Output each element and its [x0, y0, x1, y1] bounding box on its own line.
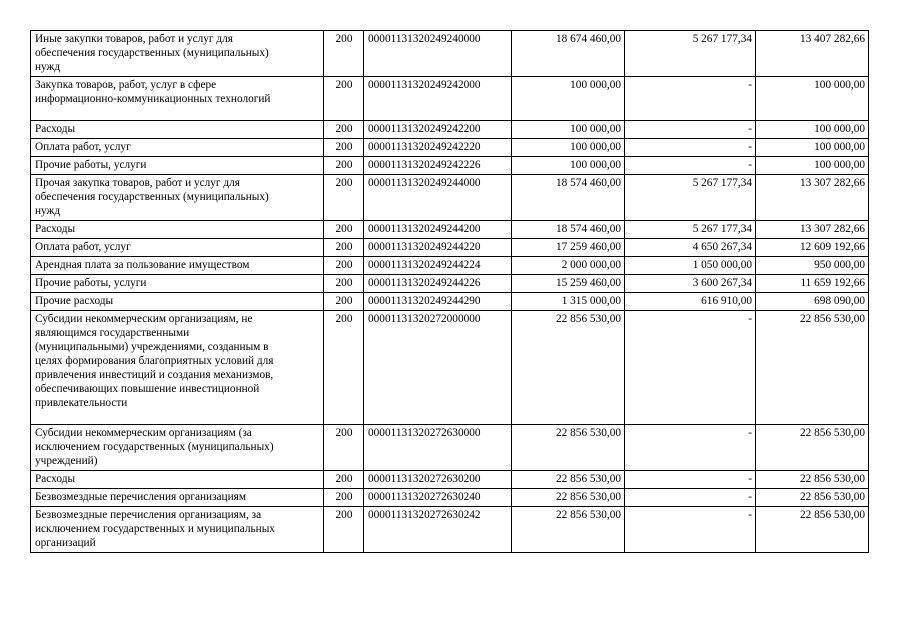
- approved-appropriations-cell: 100 000,00: [512, 157, 625, 175]
- executed-amount-cell: 3 600 267,34: [625, 275, 756, 293]
- budget-classification-code-cell: 00001131320249240000: [364, 31, 512, 77]
- unexecuted-amount-cell: 100 000,00: [756, 121, 869, 139]
- executed-amount-cell: -: [625, 77, 756, 121]
- line-code-cell: 200: [324, 311, 364, 425]
- executed-amount-cell: 5 267 177,34: [625, 31, 756, 77]
- budget-classification-code-cell: 00001131320249244220: [364, 239, 512, 257]
- unexecuted-amount-cell: 13 307 282,66: [756, 175, 869, 221]
- budget-execution-table: [30, 30, 869, 553]
- approved-appropriations-cell: 22 856 530,00: [512, 471, 625, 489]
- table-row: [31, 311, 869, 425]
- expense-name-cell: Иные закупки товаров, работ и услуг для обеспечения государственных (муниципальных) нужд: [31, 31, 324, 77]
- executed-amount-cell: -: [625, 471, 756, 489]
- executed-amount-cell: 5 267 177,34: [625, 175, 756, 221]
- budget-classification-code-cell: 00001131320249242220: [364, 139, 512, 157]
- line-code-cell: 200: [324, 239, 364, 257]
- table-row: [31, 77, 869, 121]
- expense-name-cell: Прочие работы, услуги: [31, 275, 324, 293]
- approved-appropriations-cell: 18 574 460,00: [512, 221, 625, 239]
- expense-name-cell: Оплата работ, услуг: [31, 239, 324, 257]
- unexecuted-amount-cell: 22 856 530,00: [756, 425, 869, 471]
- table-row: [31, 507, 869, 553]
- expense-name-cell: Безвозмездные перечисления организациям, за исключением государственных и муниципальных организаций: [31, 507, 324, 553]
- unexecuted-amount-cell: 100 000,00: [756, 157, 869, 175]
- budget-classification-code-cell: 00001131320272630000: [364, 425, 512, 471]
- budget-classification-code-cell: 00001131320272000000: [364, 311, 512, 425]
- line-code-cell: 200: [324, 175, 364, 221]
- line-code-cell: 200: [324, 31, 364, 77]
- budget-classification-code-cell: 00001131320249244224: [364, 257, 512, 275]
- executed-amount-cell: -: [625, 425, 756, 471]
- line-code-cell: 200: [324, 507, 364, 553]
- line-code-cell: 200: [324, 275, 364, 293]
- budget-classification-code-cell: 00001131320249244200: [364, 221, 512, 239]
- line-code-cell: 200: [324, 77, 364, 121]
- table-row: [31, 139, 869, 157]
- line-code-cell: 200: [324, 157, 364, 175]
- approved-appropriations-cell: 17 259 460,00: [512, 239, 625, 257]
- unexecuted-amount-cell: 698 090,00: [756, 293, 869, 311]
- expense-name-cell: Субсидии некоммерческим организациям (за исключением государственных (муниципальных) учреждений): [31, 425, 324, 471]
- table-row: [31, 221, 869, 239]
- executed-amount-cell: -: [625, 507, 756, 553]
- expense-name-cell: Расходы: [31, 471, 324, 489]
- unexecuted-amount-cell: 100 000,00: [756, 77, 869, 121]
- unexecuted-amount-cell: 13 307 282,66: [756, 221, 869, 239]
- table-row: [31, 257, 869, 275]
- budget-classification-code-cell: 00001131320249244000: [364, 175, 512, 221]
- table-body: [31, 31, 869, 553]
- line-code-cell: 200: [324, 139, 364, 157]
- budget-classification-code-cell: 00001131320249242226: [364, 157, 512, 175]
- expense-name-cell: Прочая закупка товаров, работ и услуг для обеспечения государственных (муниципальных) нужд: [31, 175, 324, 221]
- table-row: [31, 293, 869, 311]
- expense-name-cell: Арендная плата за пользование имуществом: [31, 257, 324, 275]
- line-code-cell: 200: [324, 121, 364, 139]
- line-code-cell: 200: [324, 221, 364, 239]
- table-row: [31, 425, 869, 471]
- expense-name-cell: Субсидии некоммерческим организациям, не являющимся государственными (муниципальными) учреждениями, созданным в целях формирования благоприятных условий для привлечения инвестиций и создания механизмов, обеспечивающих повышение инвестиционной привлекательности: [31, 311, 324, 425]
- approved-appropriations-cell: 2 000 000,00: [512, 257, 625, 275]
- unexecuted-amount-cell: 12 609 192,66: [756, 239, 869, 257]
- unexecuted-amount-cell: 950 000,00: [756, 257, 869, 275]
- line-code-cell: 200: [324, 489, 364, 507]
- expense-name-cell: Закупка товаров, работ, услуг в сфере информационно-коммуникационных технологий: [31, 77, 324, 121]
- unexecuted-amount-cell: 100 000,00: [756, 139, 869, 157]
- table-row: [31, 121, 869, 139]
- approved-appropriations-cell: 22 856 530,00: [512, 311, 625, 425]
- approved-appropriations-cell: 22 856 530,00: [512, 507, 625, 553]
- unexecuted-amount-cell: 22 856 530,00: [756, 507, 869, 553]
- expense-name-cell: Прочие расходы: [31, 293, 324, 311]
- unexecuted-amount-cell: 13 407 282,66: [756, 31, 869, 77]
- line-code-cell: 200: [324, 425, 364, 471]
- executed-amount-cell: 4 650 267,34: [625, 239, 756, 257]
- approved-appropriations-cell: 18 674 460,00: [512, 31, 625, 77]
- budget-classification-code-cell: 00001131320249242000: [364, 77, 512, 121]
- approved-appropriations-cell: 18 574 460,00: [512, 175, 625, 221]
- line-code-cell: 200: [324, 257, 364, 275]
- table-row: [31, 239, 869, 257]
- approved-appropriations-cell: 100 000,00: [512, 139, 625, 157]
- unexecuted-amount-cell: 22 856 530,00: [756, 471, 869, 489]
- expense-name-cell: Расходы: [31, 221, 324, 239]
- table-row: [31, 157, 869, 175]
- line-code-cell: 200: [324, 471, 364, 489]
- table-row: [31, 471, 869, 489]
- executed-amount-cell: -: [625, 121, 756, 139]
- budget-classification-code-cell: 00001131320272630242: [364, 507, 512, 553]
- table-row: [31, 31, 869, 77]
- expense-name-cell: Безвозмездные перечисления организациям: [31, 489, 324, 507]
- executed-amount-cell: -: [625, 311, 756, 425]
- line-code-cell: 200: [324, 293, 364, 311]
- approved-appropriations-cell: 15 259 460,00: [512, 275, 625, 293]
- executed-amount-cell: 616 910,00: [625, 293, 756, 311]
- expense-name-cell: Прочие работы, услуги: [31, 157, 324, 175]
- expense-name-cell: Оплата работ, услуг: [31, 139, 324, 157]
- budget-classification-code-cell: 00001131320249242200: [364, 121, 512, 139]
- table-row: [31, 175, 869, 221]
- approved-appropriations-cell: 1 315 000,00: [512, 293, 625, 311]
- budget-classification-code-cell: 00001131320249244290: [364, 293, 512, 311]
- table-row: [31, 489, 869, 507]
- approved-appropriations-cell: 22 856 530,00: [512, 489, 625, 507]
- approved-appropriations-cell: 100 000,00: [512, 121, 625, 139]
- budget-classification-code-cell: 00001131320272630240: [364, 489, 512, 507]
- approved-appropriations-cell: 100 000,00: [512, 77, 625, 121]
- budget-classification-code-cell: 00001131320272630200: [364, 471, 512, 489]
- table-row: [31, 275, 869, 293]
- unexecuted-amount-cell: 11 659 192,66: [756, 275, 869, 293]
- executed-amount-cell: 1 050 000,00: [625, 257, 756, 275]
- executed-amount-cell: -: [625, 489, 756, 507]
- executed-amount-cell: -: [625, 157, 756, 175]
- expense-name-cell: Расходы: [31, 121, 324, 139]
- unexecuted-amount-cell: 22 856 530,00: [756, 311, 869, 425]
- executed-amount-cell: 5 267 177,34: [625, 221, 756, 239]
- budget-classification-code-cell: 00001131320249244226: [364, 275, 512, 293]
- approved-appropriations-cell: 22 856 530,00: [512, 425, 625, 471]
- unexecuted-amount-cell: 22 856 530,00: [756, 489, 869, 507]
- executed-amount-cell: -: [625, 139, 756, 157]
